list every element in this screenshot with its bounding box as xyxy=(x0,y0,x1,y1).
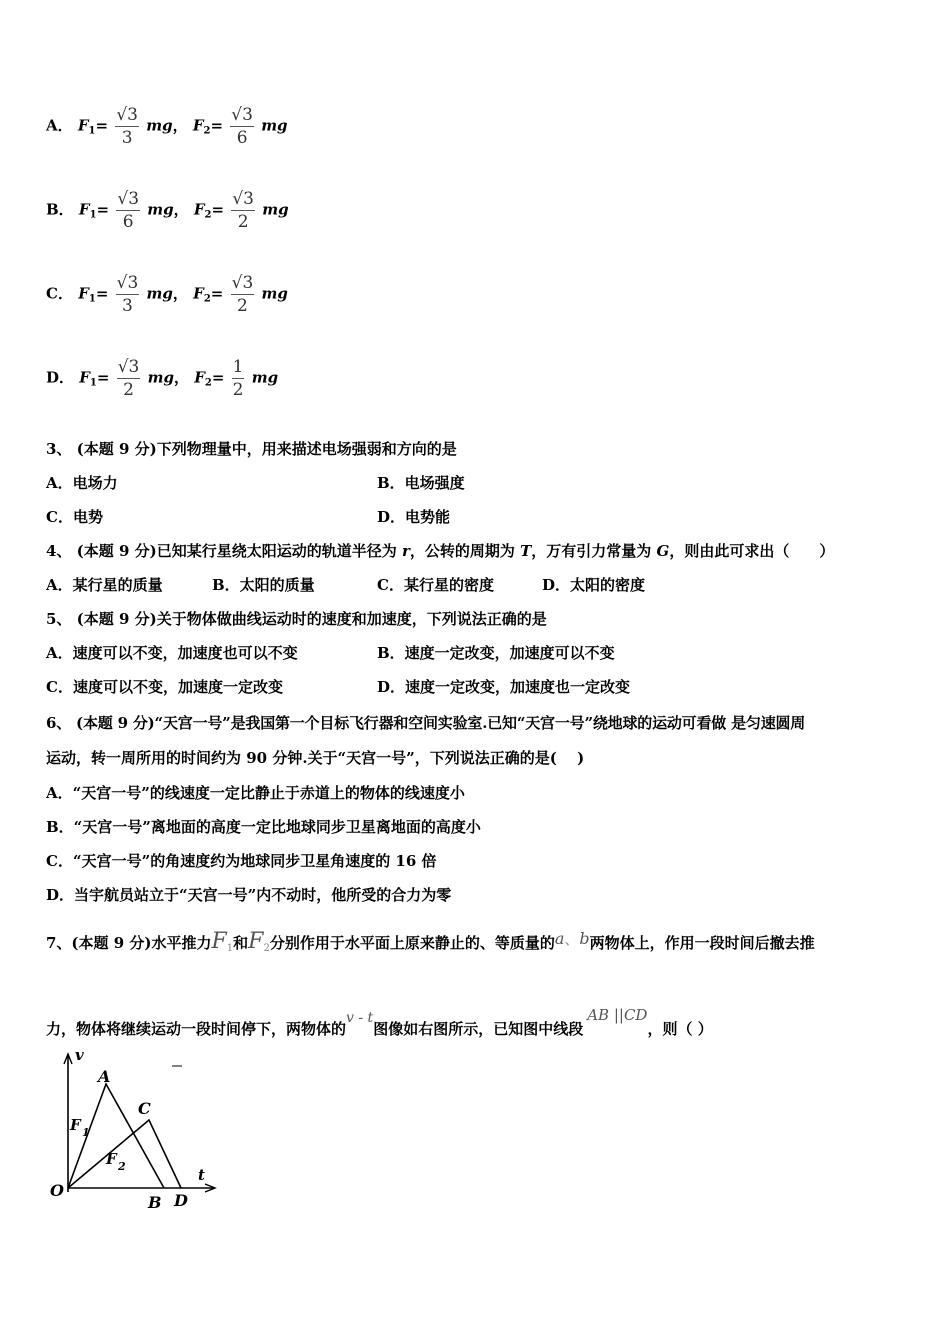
q5-option-a[interactable]: A．速度可以不变，加速度也可以不变 xyxy=(46,644,298,662)
q2-option-c[interactable]: C． $F_1=$ $\frac{√3}{3}$ mg， $F_2=$ $\frac{√3}{2}$ mg xyxy=(46,273,288,316)
fraction: $\frac{√3}{6}$ xyxy=(117,189,140,232)
fraction: $\frac{√3}{2}$ xyxy=(117,357,140,400)
q3-option-a[interactable]: A．电场力 xyxy=(46,474,118,492)
fraction: $\frac{√3}{2}$ xyxy=(232,189,254,232)
label-v: v xyxy=(75,1046,84,1064)
label-B: B xyxy=(148,1193,162,1212)
q6-stem-line2: 运动，转一周所用的时间约为 90 分钟.关于“天宫一号”，下列说法正确的是( ) xyxy=(46,749,585,767)
q3-option-b[interactable]: B．电场强度 xyxy=(377,474,465,492)
q3-stem: 3、 (本题 9 分)下列物理量中，用来描述电场强弱和方向的是 xyxy=(46,440,457,458)
q6-option-a[interactable]: A．“天宫一号”的线速度一定比静止于赤道上的物体的线速度小 xyxy=(46,784,465,802)
q6-option-b[interactable]: B．“天宫一号”离地面的高度一定比地球同步卫星离地面的高度小 xyxy=(46,818,481,836)
q3-option-c[interactable]: C．电势 xyxy=(46,508,103,526)
q2-option-a[interactable]: A． $F_1=$ $\frac{√3}{3}$ mg， $F_2=$ $\frac{√3}{6}$ mg xyxy=(46,105,288,148)
fraction: $\frac{√3}{3}$ xyxy=(116,273,139,316)
label-F2: F xyxy=(106,1150,117,1168)
q5-option-b[interactable]: B．速度一定改变，加速度可以不变 xyxy=(377,644,615,662)
label-C: C xyxy=(138,1099,151,1118)
q5-option-c[interactable]: C．速度可以不变，加速度一定改变 xyxy=(46,678,283,696)
fraction: $\frac{1}{2}$ xyxy=(232,357,244,400)
vt-graph xyxy=(42,1046,232,1216)
fraction: $\frac{√3}{6}$ xyxy=(231,105,253,148)
label-O: O xyxy=(50,1181,64,1200)
q7-stem-line2: 力，物体将继续运动一段时间停下，两物体的v - t图像如右图所示，已知图中线段AB ||CD，则（ ） xyxy=(46,1006,713,1038)
q6-stem-line1: 6、 (本题 9 分)“天宫一号”是我国第一个目标飞行器和空间实验室.已知“天宫一号”绕地球的运动可看做 是匀速圆周 xyxy=(46,714,806,732)
label-F1: F xyxy=(70,1116,81,1134)
q4-stem: 4、 (本题 9 分)已知某行星绕太阳运动的轨道半径为 r，公转的周期为 T，万有引力常量为 G，则由此可求出（ ） xyxy=(46,542,835,560)
fraction: $\frac{√3}{2}$ xyxy=(231,273,254,316)
q4-option-a[interactable]: A．某行星的质量 xyxy=(46,576,163,594)
q2-option-d[interactable]: D． $F_1=$ $\frac{√3}{2}$ mg， $F_2=$ $\frac{1}{2}$ mg xyxy=(46,357,279,400)
label-F2-sub: 2 xyxy=(118,1160,126,1173)
fraction: $\frac{√3}{3}$ xyxy=(116,105,138,148)
q4-option-d[interactable]: D．太阳的密度 xyxy=(542,576,646,594)
q7-stem-line1: 7、(本题 9 分)水平推力$F_1$和$F_2$分别作用于水平面上原来静止的、等质量的a、b两物体上，作用一段时间后撤去推 xyxy=(46,929,815,954)
q5-option-d[interactable]: D．速度一定改变，加速度也一定改变 xyxy=(377,678,631,696)
label-A: A xyxy=(98,1067,111,1086)
q4-option-b[interactable]: B．太阳的质量 xyxy=(212,576,315,594)
q3-option-d[interactable]: D．电势能 xyxy=(377,508,451,526)
q2-option-b[interactable]: B． $F_1=$ $\frac{√3}{6}$ mg， $F_2=$ $\frac{√3}{2}$ mg xyxy=(46,189,289,232)
q6-option-d[interactable]: D．当宇航员站立于“天宫一号”内不动时，他所受的合力为零 xyxy=(46,886,452,904)
q4-option-c[interactable]: C．某行星的密度 xyxy=(377,576,494,594)
label-D: D xyxy=(174,1191,188,1210)
q5-stem: 5、 (本题 9 分)关于物体做曲线运动时的速度和加速度，下列说法正确的是 xyxy=(46,610,547,628)
label-F1-sub: 1 xyxy=(82,1126,90,1139)
label-t: t xyxy=(198,1166,205,1184)
q6-option-c[interactable]: C．“天宫一号”的角速度约为地球同步卫星角速度的 16 倍 xyxy=(46,852,437,870)
